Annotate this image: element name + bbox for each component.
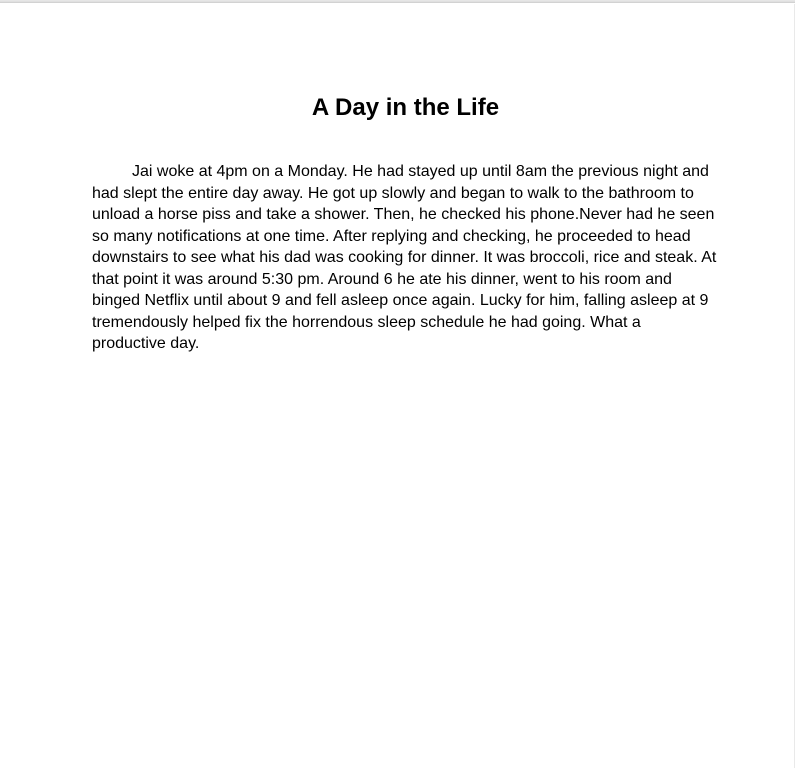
top-border-bar: [0, 0, 795, 3]
document-content: [0, 0, 719, 355]
body-paragraph: Jai woke at 4pm on a Monday. He had stayed up until 8am the previous night and had slept the entire day away. He got up slowly and began to walk to the bathroom to unload a horse piss and take a shower. Then, he checked his phone.Never had he seen so many notifications at one time. After replying and checking, he proceeded to head downstairs to see what his dad was cooking for dinner. It was broccoli, rice and steak. At that point it was around 5:30 pm. Around 6 he ate his dinner, went to his room and binged Netflix until about 9 and fell asleep once again. Lucky for him, falling asleep at 9 tremendously helped fix the horrendous sleep schedule he had going. What a productive day.: [92, 163, 717, 352]
page-title: A Day in the Life: [311, 94, 500, 121]
